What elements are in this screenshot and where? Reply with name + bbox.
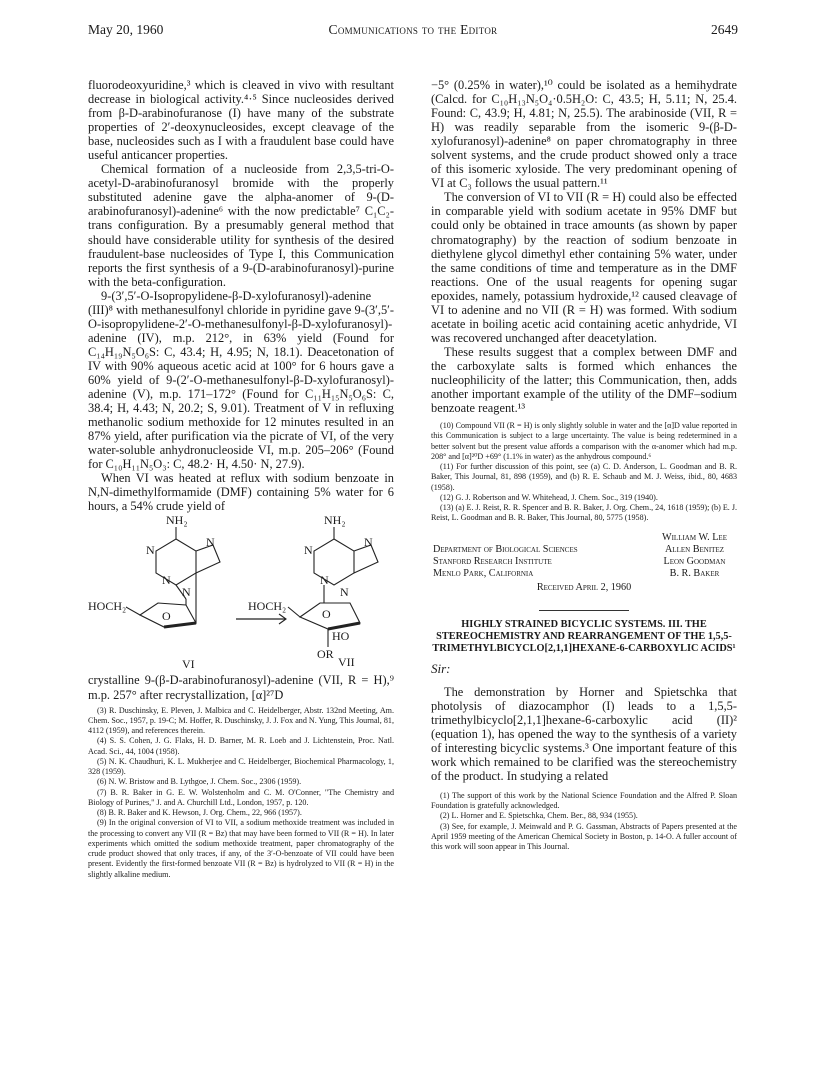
affiliation-line: Department of Biological Sciences bbox=[433, 543, 578, 555]
n-atom-label: N bbox=[146, 543, 155, 558]
article-title: HIGHLY STRAINED BICYCLIC SYSTEMS. III. THE STEREOCHEMISTRY AND REARRANGEMENT OF THE 1,5,5-TRIMETHYLBICYCLO[2,1,1]HEXANE-6-CARBOXYLIC ACIDS¹ bbox=[432, 618, 736, 654]
footnote: (10) Compound VII (R = H) is only slightly soluble in water and the [α]D value reported in this Communication is subject to a large uncertainty. The value is being redetermined in a better solvent but the present value affords a comparison with the α-anomer which had m.p. 208° and [α]²⁰D +69° (1.1% in water) as the anhydrous compound.⁶ bbox=[431, 421, 737, 461]
n-atom-label: N bbox=[182, 585, 191, 600]
n-atom-label: N bbox=[364, 535, 373, 550]
footnote: (2) L. Horner and E. Spietschka, Chem. Ber., 88, 934 (1955). bbox=[440, 811, 638, 821]
left-column bbox=[88, 78, 394, 880]
footnote: (3) See, for example, J. Meinwald and P. G. Gassman, Abstracts of Papers presented at the April 1959 meeting of the American Chemical Society in Boston, p. 14-O. A fuller account of this work will soon appear in This Journal. bbox=[431, 821, 737, 852]
paragraph: These results suggest that a complex between DMF and the carboxylate salts is formed which enhances the nucleophilicity of the latter; this Communication, then, adds another important example of the utility of the DMF–sodium benzoate reagent.¹³ bbox=[431, 344, 737, 416]
hoch2-label-vi: HOCH₂ bbox=[88, 599, 127, 614]
footnotes-right bbox=[431, 421, 737, 524]
n-atom-label: N bbox=[162, 573, 171, 588]
footnote: (1) The support of this work by the National Science Foundation and the Alfred P. Sloan Foundation is gratefully acknowledged. bbox=[431, 790, 737, 811]
hydroxyl-label: HO bbox=[332, 629, 350, 644]
paragraph: crystalline 9-(β-D-arabinofuranosyl)-adenine (VII, R = H),⁹ m.p. 257° after recrystallization, [α]²⁷D bbox=[88, 673, 394, 702]
footnote: (3) R. Duschinsky, E. Pleven, J. Malbica and C. Heidelberger, Abstr. 132nd Meeting, Am. Chem. Soc., 1957, p. 19-C; M. Hoffer, R. Duschinsky, J. J. Fox and N. Yung, This Journal, 81, 4112 (1959), and references therein. bbox=[88, 705, 394, 736]
n-atom-label: N bbox=[320, 573, 329, 588]
author-name: Allen Benitez bbox=[664, 543, 725, 555]
author-name: William W. Lee bbox=[661, 531, 727, 543]
ring-oxygen-label: O bbox=[322, 607, 331, 622]
nh2-label-vii: NH₂ bbox=[324, 513, 346, 528]
paragraph: −5° (0.25% in water),¹⁰ could be isolated as a hemihydrate (Calcd. for C₁₀H₁₃N₅O₄·0.5H₂O: C, 43.5; H, 5.11; N, 25.4. Found: C, 43.9; H, 4.81; N, 25.5). The arabinoside (VII, R = H) was readily separable from the isomeric 9-(β-D-xylofuranosyl)-adenine⁸ on paper chromatography in three solvent systems, and the crude product showed only a trace of this isomeric xyloside. The very predominant opening of VI at C₃ follows the usual pattern.¹¹ bbox=[431, 78, 737, 191]
footnote: (6) N. W. Bristow and B. Lythgoe, J. Chem. Soc., 2306 (1959). bbox=[97, 777, 302, 787]
paragraph: The demonstration by Horner and Spietschka that photolysis of diazocamphor (I) leads to a 1,5,5-trimethylbicyclo[2,1,1]hexane-6-carboxylic acid (II)² (equation 1), has opened the way to the synthesis of a variety of interesting bicyclic systems.³ One important feature of this work which remained to be clarified was the stereochemistry of the product. In studying a related bbox=[431, 684, 737, 783]
header-title: Communications to the Editor bbox=[328, 22, 498, 37]
right-column bbox=[431, 78, 737, 852]
left-body bbox=[88, 78, 394, 513]
hoch2-label-vii: HOCH₂ bbox=[248, 599, 287, 614]
compound-label-vi: VI bbox=[182, 657, 195, 672]
paragraph: The conversion of VI to VII (R = H) could also be effected in comparable yield with sodium acetate in 95% DMF but could only be obtained in trace amounts (as shown by paper chromatography) by the reaction of sodium benzoate in diethylene glycol dimethyl ether containing 5% water, under the same conditions of time and temperature as in the DMF reactions. One of the usual reagents for opening sugar epoxides, namely, potassium hydroxide,¹² caused cleavage of VI to adenine and no VII (R = H) was formed. With sodium acetate in boiling acetic acid containing acetic anhydride, VI was recovered unchanged after deacetylation. bbox=[431, 190, 737, 345]
paragraph: 9-(3′,5′-O-Isopropylidene-β-D-xylofuranosyl)-adenine (III)⁸ with methanesulfonyl chloride in pyridine gave 9-(3′,5′-O-isopropylidene-2′-O-methanesulfonyl-β-D-xylofuranosyl)-adenine (IV), m.p. 212°, in 63% yield (Found for C₁₄H₁₉N₅O₆S: C, 43.4; H, 4.95; N, 18.1). Deacetonation of IV with 90% aqueous acetic acid at 100° for 6 hours gave a 60% yield of 9-(2′-O-methanesulfonyl-β-D-xylofuranosyl)-adenine (V), m.p. 171–172° (Found for C₁₁H₁₅N₅O₆S: C, 38.4; H, 4.43; N, 20.2; S, 9.01). Treatment of V in refluxing methanolic sodium methoxide for 12 minutes resulted in an 87% yield, after purification via the picrate of VI, of the very water-soluble anhydronucleoside VI, m.p. 205–206° (Found for C₁₀H₁₁N₅O₃: C, 48.2· H, 4.50· N, 27.9). bbox=[88, 288, 394, 472]
page-number: 2649 bbox=[711, 22, 738, 37]
structure-figure bbox=[88, 515, 394, 673]
footnote: (4) S. S. Cohen, J. G. Flaks, H. D. Barner, M. R. Loeb and J. Lichtenstein, Proc. Natl. Acad. Sci., 44, 1004 (1958). bbox=[88, 736, 394, 756]
paragraph: fluorodeoxyuridine,³ which is cleaved in vivo with resultant decrease in biological activity.⁴·⁵ Since nucleosides derived from β-D-arabinofuranose (I) have many of the substrate properties of 2′-deoxynucleosides, except cleavage of the base, nucleosides such as I with a fraudulent base could have useful anticancer properties. bbox=[88, 78, 394, 163]
footnote: (8) B. R. Baker and K. Hewson, J. Org. Chem., 22, 966 (1957). bbox=[97, 808, 302, 818]
or-label: OR bbox=[317, 647, 334, 662]
author-name: B. R. Baker bbox=[669, 568, 720, 580]
n-atom-label: N bbox=[340, 585, 349, 600]
received-date: Received April 2, 1960 bbox=[536, 581, 632, 593]
affiliation bbox=[433, 544, 578, 581]
n-atom-label: N bbox=[304, 543, 313, 558]
footnotes-right-second bbox=[431, 791, 737, 853]
header-date: May 20, 1960 bbox=[88, 22, 164, 37]
footnote: (5) N. K. Chaudhuri, K. L. Mukherjee and C. Heidelberger, Biochemical Pharmacology, 1, 328 (1959). bbox=[88, 756, 394, 777]
nh2-label-vi: NH₂ bbox=[166, 513, 188, 528]
page-header bbox=[88, 22, 738, 42]
right-body-second bbox=[431, 685, 737, 783]
footnotes-left bbox=[88, 706, 394, 880]
n-atom-label: N bbox=[206, 535, 215, 550]
footnote: (9) In the original conversion of VI to VII, a sodium methoxide treatment was included in the processing to convert any VII (R = Bz) that may have been formed to VII (R = H). In later experiments which omitted the sodium methoxide treatment, paper chromatography of the crude product showed that only traces, if any, of the 3′-O-benzoate of VII could have been present. Evidently the first-formed benzoate VII (R = Bz) is hydrolyzed to VII (R = H) in the slightly alkaline medium. bbox=[88, 818, 394, 879]
author-block bbox=[431, 532, 737, 596]
footnote: (11) For further discussion of this point, see (a) C. D. Anderson, L. Goodman and B. R. Baker, This Journal, 81, 898 (1959), and (b) R. E. Schaub and M. J. Weiss, ibid., 80, 4683 (1958). bbox=[431, 462, 737, 492]
author-name: Leon Goodman bbox=[663, 556, 726, 568]
affiliation-line: Menlo Park, California bbox=[433, 568, 534, 580]
paragraph: Chemical formation of a nucleoside from 2,3,5-tri-O-acetyl-D-arabinofuranosyl bromide with the properly substituted adenine gave the alpha-anomer of 9-(D-arabinofuranosyl)-adenine⁶ with the now predictable⁷ C₁C₂-trans configuration. By a presumably general method that should have considerable utility for synthesis of the desired fraudulent-base nucleosides of Type I, this Communication reports the first synthesis of a 9-(D-arabinofuranosyl)-purine with the beta-configuration. bbox=[88, 162, 394, 289]
right-body bbox=[431, 78, 737, 415]
authors bbox=[662, 532, 727, 581]
salutation: Sir: bbox=[431, 660, 451, 676]
compound-label-vii: VII bbox=[338, 655, 355, 670]
footnote: (12) G. J. Robertson and W. Whitehead, J. Chem. Soc., 319 (1940). bbox=[440, 492, 658, 502]
paragraph: When VI was heated at reflux with sodium benzoate in N,N-dimethylformamide (DMF) containing 5% water for 6 hours, a 54% crude yield of bbox=[88, 471, 394, 514]
footnote: (13) (a) E. J. Reist, R. R. Spencer and B. R. Baker, J. Org. Chem., 24, 1618 (1959); (b) E. J. Reist, L. Goodman and B. R. Baker, This Journal, 80, 5775 (1958). bbox=[431, 503, 737, 523]
affiliation-line: Stanford Research Institute bbox=[433, 555, 552, 567]
section-divider bbox=[539, 610, 629, 611]
left-body-continued bbox=[88, 673, 394, 701]
footnote: (7) B. R. Baker in G. E. W. Wolstenholm and C. M. O'Conner, "The Chemistry and Biology of Purines," J. and A. Churchill Ltd., London, 1957, p. 120. bbox=[88, 787, 394, 807]
ring-oxygen-label: O bbox=[162, 609, 171, 624]
